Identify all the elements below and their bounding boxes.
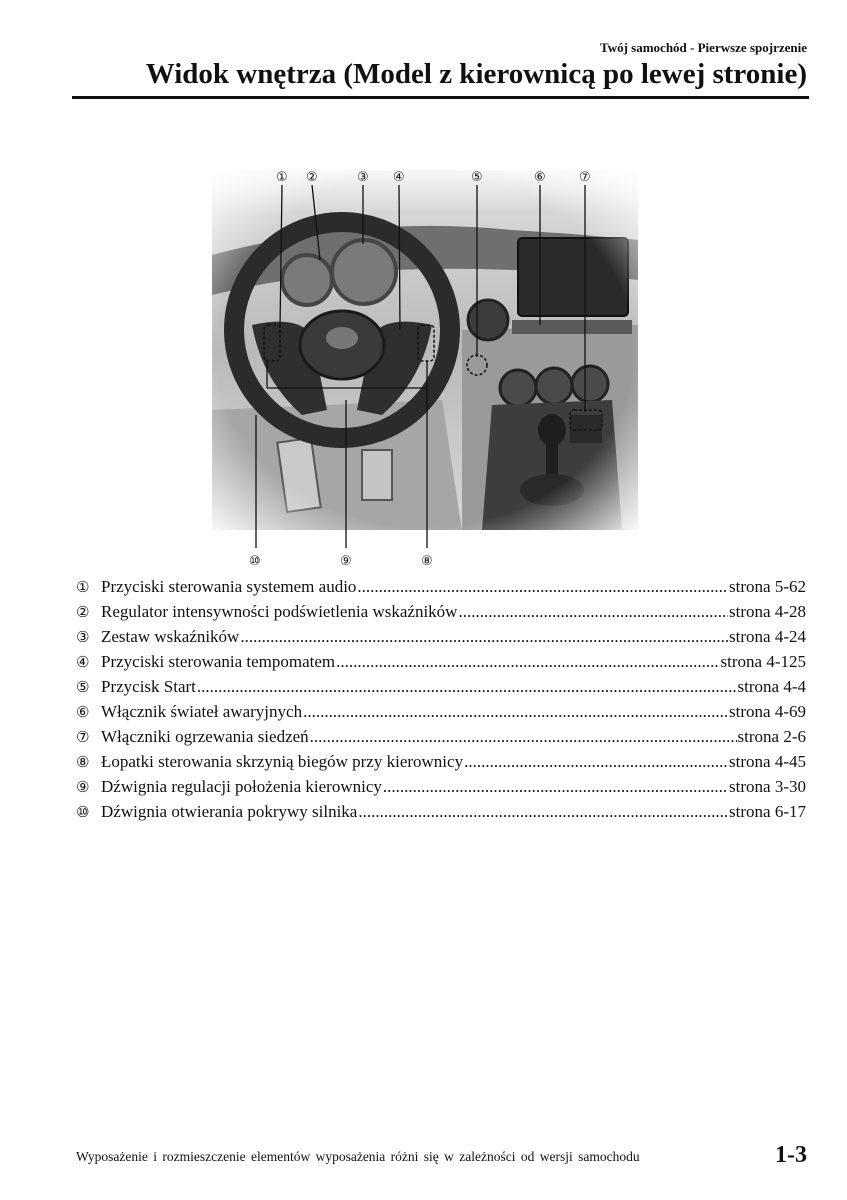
item-number: ④ [76, 653, 90, 671]
callout-5: ⑤ [471, 170, 483, 185]
callout-6: ⑥ [534, 170, 546, 185]
index-row [76, 724, 806, 749]
interior-illustration [212, 160, 638, 578]
page-reference: strona 3-30 [729, 777, 806, 796]
dot-leader [464, 749, 728, 774]
index-row [76, 799, 806, 824]
item-label: Zestaw wskaźników [101, 627, 240, 646]
index-row [76, 674, 806, 699]
item-number: ⑤ [76, 678, 90, 696]
page-title: Widok wnętrza (Model z kierownicą po lewej stronie) [145, 58, 807, 90]
dashboard-photo [212, 170, 638, 530]
callout-9: ⑨ [340, 554, 352, 569]
dot-leader [458, 599, 728, 624]
page-reference: strona 4-24 [729, 627, 806, 646]
index-row [76, 749, 806, 774]
section-label: Twój samochód - Pierwsze spojrzenie [600, 40, 807, 55]
item-number: ⑧ [76, 753, 90, 771]
item-label: Włączniki ogrzewania siedzeń [101, 727, 309, 746]
item-number: ⑦ [76, 728, 90, 746]
callout-7: ⑦ [579, 170, 591, 185]
page-reference: strona 2-6 [737, 727, 806, 746]
interior-figure [212, 160, 638, 578]
dot-leader [358, 799, 728, 824]
item-number: ② [76, 603, 90, 621]
dot-leader [240, 624, 728, 649]
item-label: Dźwignia otwierania pokrywy silnika [101, 802, 358, 821]
page-number: 1-3 [775, 1142, 807, 1168]
page-reference: strona 4-125 [720, 652, 806, 671]
index-row [76, 624, 806, 649]
dot-leader [303, 699, 728, 724]
dot-leader [383, 774, 728, 799]
item-label: Łopatki sterowania skrzynią biegów przy kierownicy [101, 752, 464, 771]
page-reference: strona 4-4 [737, 677, 806, 696]
footer-note: Wyposażenie i rozmieszczenie elementów wyposażenia różni się w zależności od wersji samochodu [76, 1149, 640, 1164]
callout-1: ① [276, 170, 288, 185]
index-row [76, 699, 806, 724]
item-number: ⑥ [76, 703, 90, 721]
item-label: Przyciski sterowania tempomatem [101, 652, 336, 671]
item-label: Przyciski sterowania systemem audio [101, 577, 357, 596]
callout-3: ③ [357, 170, 369, 185]
callout-8: ⑧ [421, 554, 433, 569]
index-row [76, 574, 806, 599]
item-label: Dźwignia regulacji położenia kierownicy [101, 777, 382, 796]
item-number: ⑨ [76, 778, 90, 796]
page-reference: strona 6-17 [729, 802, 806, 821]
index-row [76, 599, 806, 624]
item-label: Regulator intensywności podświetlenia wskaźników [101, 602, 458, 621]
page-reference: strona 5-62 [729, 577, 806, 596]
item-label: Włącznik świateł awaryjnych [101, 702, 303, 721]
callout-2: ② [306, 170, 318, 185]
component-index [76, 574, 806, 824]
dot-leader [357, 574, 728, 599]
page-reference: strona 4-69 [729, 702, 806, 721]
callout-10: ⑩ [249, 554, 261, 569]
dot-leader [336, 649, 719, 674]
dot-leader [197, 674, 737, 699]
item-number: ③ [76, 628, 90, 646]
page-reference: strona 4-28 [729, 602, 806, 621]
index-row [76, 774, 806, 799]
title-rule [72, 96, 809, 99]
item-number: ⑩ [76, 803, 90, 821]
item-label: Przycisk Start [101, 677, 196, 696]
dot-leader [310, 724, 737, 749]
callout-4: ④ [393, 170, 405, 185]
item-number: ① [76, 578, 90, 596]
page-reference: strona 4-45 [729, 752, 806, 771]
index-row [76, 649, 806, 674]
